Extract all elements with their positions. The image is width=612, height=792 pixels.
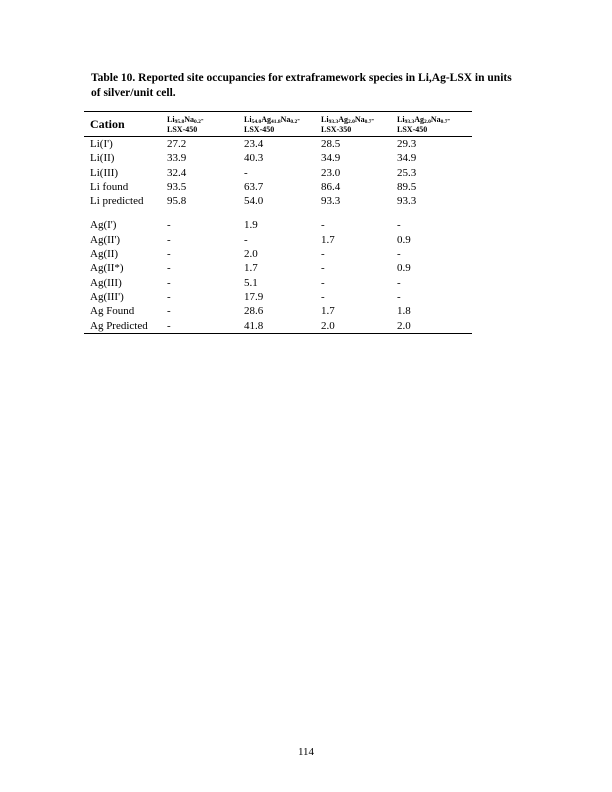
table-row [84,151,472,165]
row-label: Ag(II*) [90,262,124,275]
table-cell: 0.9 [397,233,411,246]
table-cell: 40.3 [244,152,264,165]
table-row [84,261,472,275]
table-cell: - [244,233,248,246]
table-cell: 25.3 [397,166,417,179]
cation-column-header: Cation [84,112,167,137]
table-cell: 1.9 [244,219,258,232]
table-body [84,137,472,334]
spacer-cell [84,208,472,218]
table-cell: - [321,276,325,289]
row-label: Li found [90,180,129,193]
table-header-row [84,112,472,137]
table-cell: - [321,248,325,261]
spacer-row [84,208,472,218]
table-cell: 5.1 [244,276,258,289]
table-cell: 2.0 [244,248,258,261]
sample-header: $Li_{93.3}Ag_{2.0}Na_{0.7}-$ LSX-450 [397,112,472,137]
table-cell: 28.6 [244,305,264,318]
table-cell: 89.5 [397,180,417,193]
table-cell: 1.8 [397,305,411,318]
table-row [84,137,472,152]
row-label: Ag(III') [90,290,124,303]
table-row [84,276,472,290]
table-cell: 41.8 [244,319,321,334]
page-number: 114 [297,746,315,758]
table-cell: 27.2 [167,138,187,150]
table-row [84,166,472,180]
row-label: Li(II) [90,152,115,165]
table-cell: 1.7 [321,305,335,318]
table-row [84,304,472,318]
table-cell: 0.9 [397,262,411,275]
table-cell: 95.8 [167,195,187,208]
sample-header: $Li_{95.8}Na_{0.2}-$ LSX-450 [167,112,244,137]
table-cell: 34.9 [321,152,341,165]
table-cell: 93.3 [321,195,341,208]
table-cell: - [167,219,171,232]
row-label: Li predicted [90,195,144,208]
sample-header: $Li_{54.0}Ag_{41.8}Na_{0.2}-$ LSX-450 [244,112,321,137]
table-cell: - [397,290,401,303]
row-label: Ag(III) [90,276,122,289]
table-row [84,247,472,261]
table-cell: 28.5 [321,138,341,150]
table-row [84,233,472,247]
row-label: Ag(II) [90,248,119,261]
table-cell: 54.0 [244,195,264,208]
table-cell: 2.0 [397,319,472,334]
table-cell: - [321,290,325,303]
table-cell: 93.5 [167,180,187,193]
table-row [84,319,472,334]
table-caption: Table 10. Reported site occupancies for extraframework species in Li,Ag-LSX in units of silver/unit cell. [91,72,512,99]
table-row [84,194,472,208]
table-cell: 33.9 [167,152,187,165]
table-cell: 1.7 [244,262,258,275]
table-cell: - [397,248,401,261]
table-cell: 32.4 [167,166,187,179]
row-label: Li(III) [90,166,119,179]
table-cell: - [167,276,171,289]
table-cell: - [167,290,171,303]
table-cell: 29.3 [397,138,417,150]
table-row [84,290,472,304]
table-row [84,180,472,194]
occupancy-table [84,111,472,334]
row-label: Ag(II') [90,233,121,246]
table-cell: 23.4 [244,138,264,150]
table-cell: 2.0 [321,319,397,334]
table-cell: - [244,166,248,179]
table-cell: - [167,262,171,275]
table-cell: - [167,305,171,318]
row-label: Ag Predicted [84,319,167,334]
row-label: Li(I') [90,138,113,150]
table-cell: - [397,276,401,289]
row-label: Ag(I') [90,219,117,232]
table-cell: 1.7 [321,233,335,246]
table-cell: 86.4 [321,180,341,193]
table-row [84,218,472,232]
sample-header: $Li_{93.3}Ag_{2.0}Na_{0.7}-$ LSX-350 [321,112,397,137]
table-cell: 63.7 [244,180,264,193]
table-cell: - [321,219,325,232]
table-cell: 17.9 [244,290,264,303]
row-label: Ag Found [90,305,135,318]
table-cell: 23.0 [321,166,341,179]
table-cell: - [167,319,244,334]
table-cell: - [167,233,171,246]
table-cell: - [321,262,325,275]
table-cell: 34.9 [397,152,417,165]
table-cell: 93.3 [397,195,417,208]
table-cell: - [397,219,401,232]
table-cell: - [167,248,171,261]
